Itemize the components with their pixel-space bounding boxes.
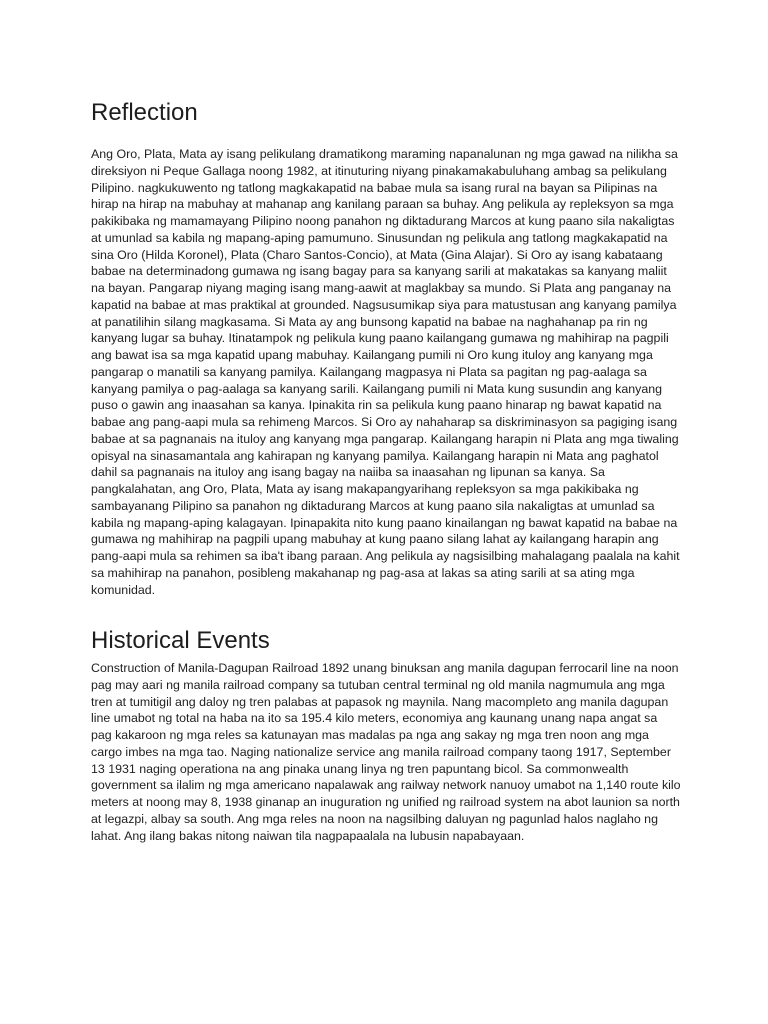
historical-events-paragraph: Construction of Manila-Dagupan Railroad 1892 unang binuksan ang manila dagupan ferrocaril line na noon pag may aari ng manila railroad company sa tutuban central terminal ng old manila nagmumula ang mga tren at tumitigil ang daloy ng tren palabas at papasok ng maynila. Nang macompleto ang manila dagupan line umabot ng total na haba na ito sa 195.4 kilo meters, economiya ang kaunang unang napa angat sa pag kakaroon ng mga reles sa katunayan mas madalas pa nga ang sakay ng mga tren noon ang mga cargo imbes na mga tao. Naging nationalize service ang manila railroad company taong 1917, September 13 1931 naging operationa na ang pinaka unang linya ng tren papuntang bicol. Sa commonwealth government sa ilalim ng mga americano napalawak ang railway network nanuoy umabot na 1,140 route kilo meters at noong may 8, 1938 ginanap an inuguration ng unified ng railroad system na abot launion sa north at legazpi, albay sa south. Ang mga reles na noon na nagsilbing daluyan ng pagunlad halos naglaho ng lahat. Ang ilang bakas nitong naiwan tila nagpapaalala na lubusin napabayaan. [91,661,681,843]
reflection-paragraph: Ang Oro, Plata, Mata ay isang pelikulang dramatikong maraming napanalunan ng mga gawad na nilikha sa direksiyon ni Peque Gallaga noong 1982, at itinuturing niyang pinakamakabuluhang ambag sa pelikulang Pilipino. nagkukuwento ng tatlong magkakapatid na babae mula sa isang rural na bayan sa Pilipinas na hirap na hirap na mabuhay at mahanap ang kanilang paraan sa buhay. Ang pelikula ay repleksyon sa mga pakikibaka ng mamamayang Pilipino noong panahon ng diktadurang Marcos at kung paano sila nakaligtas at umunlad sa kabila ng mapang-aping pamumuno. Sinusundan ng pelikula ang tatlong magkakapatid na sina Oro (Hilda Koronel), Plata (Charo Santos-Concio), at Mata (Gina Alajar). Si Oro ay isang kabataang babae na determinadong gumawa ng isang bagay para sa kanyang sarili at makatakas sa kanyang maliit na bayan. Pangarap niyang maging isang mang-aawit at maglakbay sa mundo. Si Plata ang panganay na kapatid na babae at mas praktikal at grounded. Nagsusumikap siya para matustusan ang kanyang pamilya at panatilihin silang magkasama. Si Mata ay ang bunsong kapatid na babae na naghahanap pa rin ng kanyang lugar sa buhay. Itinatampok ng pelikula kung paano kailangang gumawa ng mahihirap na pagpili ang bawat isa sa mga kapatid upang mabuhay. Kailangang pumili ni Oro kung ituloy ang kanyang mga pangarap o manatili sa kanyang pamilya. Kailangang magpasya ni Plata sa pagitan ng pag-aalaga sa kanyang pamilya o pag-aalaga sa kanyang sarili. Kailangang pumili ni Mata kung susundin ang kanyang puso o gawin ang inaasahan sa kanya. Ipinakita rin sa pelikula kung paano hinarap ng bawat kapatid na babae ang pang-aapi mula sa rehimeng Marcos. Si Oro ay nahaharap sa diskriminasyon sa pagiging isang babae at sa pagnanais na ituloy ang kanyang mga pangarap. Kailangang harapin ni Plata ang mga tiwaling opisyal na sinasamantala ang kahirapan ng kanyang pamilya. Kailangang harapin ni Mata ang paghatol dahil sa pagnanais na ituloy ang isang bagay na naiiba sa inaasahan ng lipunan sa kanya. Sa pangkalahatan, ang Oro, Plata, Mata ay isang makapangyarihang repleksyon sa mga pakikibaka ng sambayanang Pilipino sa panahon ng diktadurang Marcos at kung paano sila nakaligtas at umunlad sa kabila ng mapang-aping kalagayan. Ipinapakita nito kung paano kinailangan ng bawat kapatid na babae na gumawa ng mahihirap na pagpili upang mabuhay at kung paano silang lahat ay kailangang harapin ang pang-aapi mula sa rehimen sa iba't ibang paraan. Ang pelikula ay nagsisilbing mahalagang paalala na kahit sa mahihirap na panahon, posibleng makahanap ng pag-asa at lakas sa ating sarili at sa ating mga komunidad. [91,147,680,597]
reflection-section [91,96,681,598]
historical-events-heading: Historical Events [91,627,270,654]
reflection-heading: Reflection [91,99,198,126]
historical-events-section [91,624,681,844]
